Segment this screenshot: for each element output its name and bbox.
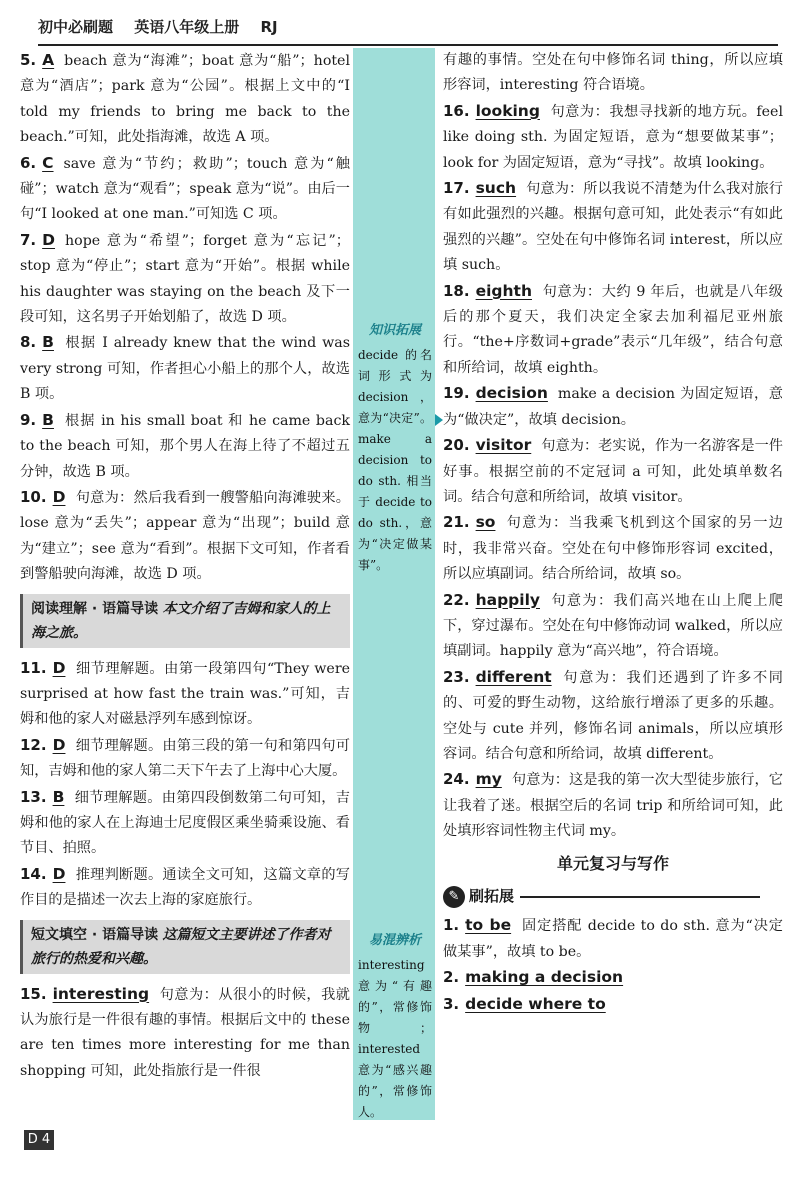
answer-item bbox=[443, 433, 783, 510]
explanation-text: 句意为：老实说，作为一名游客是一件好事。根据空前的不定冠词 a 可知，此处填单数名词。结合句意和所给词，故填 visitor。 bbox=[443, 438, 783, 505]
answer-item bbox=[20, 408, 350, 485]
note-title: 知识拓展 bbox=[368, 323, 421, 338]
answer-list-reading bbox=[20, 656, 350, 914]
confusion-note bbox=[358, 930, 432, 1123]
explanation-text: 细节理解题。由第四段倒数第二句可知，吉姆和他的家人在上海迪士尼度假区乘坐骑乘设施、看节目、拍照。 bbox=[20, 789, 350, 857]
answer-key: my bbox=[475, 770, 502, 789]
explanation-text: make a decision 为固定短语，意为“做决定”，故填 decision。 bbox=[443, 386, 783, 428]
answer-body bbox=[20, 408, 350, 485]
answer-item bbox=[443, 588, 783, 665]
question-number: 9. bbox=[20, 410, 37, 429]
answer-key: D bbox=[52, 487, 66, 506]
notes-sidebar bbox=[353, 48, 435, 1120]
answer-item bbox=[20, 862, 350, 914]
explanation-text: 固定搭配 decide to do sth. 意为“决定做某事”，故填 to be。 bbox=[443, 918, 783, 960]
section-summary: 本文介绍了吉姆和家人的上海之旅。 bbox=[31, 600, 331, 641]
answer-item bbox=[20, 656, 350, 733]
answer-list-cloze bbox=[20, 982, 350, 1085]
answer-key: making a decision bbox=[465, 968, 624, 987]
question-number: 19. bbox=[443, 384, 470, 403]
note-title: 易混辨析 bbox=[368, 933, 421, 948]
question-number: 17. bbox=[443, 179, 470, 198]
explanation-text: 句意为：从很小的时候，我就认为旅行是一件很有趣的事情。根据后文中的 these are ten times more interesting for me than shopping 可知，此处指旅行是一件很 bbox=[20, 986, 350, 1079]
continued-text: 有趣的事情。空处在句中修饰名词 thing，所以应填形容词，interesting 符合语境。 bbox=[443, 52, 783, 94]
answer-key: B bbox=[52, 787, 65, 806]
answer-body bbox=[20, 228, 350, 331]
question-number: 5. bbox=[20, 51, 37, 69]
answer-key: so bbox=[475, 513, 496, 532]
answer-body bbox=[443, 588, 783, 665]
question-number: 10. bbox=[20, 487, 47, 506]
pointer-arrow-icon bbox=[435, 414, 443, 426]
left-column bbox=[20, 48, 350, 1084]
question-number: 21. bbox=[443, 513, 470, 532]
section-cloze-banner bbox=[20, 920, 350, 974]
answer-key: such bbox=[475, 179, 517, 198]
knowledge-note bbox=[358, 320, 432, 576]
answer-body bbox=[443, 665, 783, 768]
explanation-text: beach 意为“海滩”；boat 意为“船”；hotel 意为“酒店”；park 意为“公园”。根据上文中的“I told my friends to bring me back to the beach.”可知，此处指海滩，故选 A 项。 bbox=[20, 53, 350, 146]
answer-item bbox=[443, 665, 783, 768]
answer-key: D bbox=[42, 230, 56, 249]
explanation-text: 句意为：大约 9 年后，也就是八年级后的那个夏天，我们决定全家去加利福尼亚州旅行。“the+序数词+grade”表示“几年级”，结合句意和所给词，故填 eighth。 bbox=[443, 283, 783, 376]
edition-code: RJ bbox=[260, 18, 278, 36]
answer-key: D bbox=[52, 735, 66, 754]
divider bbox=[520, 896, 760, 898]
explanation-text: 根据 I already knew that the wind was very strong 可知，作者担心小船上的那个人，故选 B 项。 bbox=[20, 335, 350, 403]
answer-body bbox=[443, 913, 783, 965]
answer-key: eighth bbox=[475, 281, 532, 300]
answer-item bbox=[20, 982, 350, 1085]
extension-badge bbox=[443, 884, 760, 909]
question-number: 13. bbox=[20, 787, 47, 806]
answer-item bbox=[443, 992, 783, 1018]
explanation-text: 细节理解题。由第一段第四句“They were surprised at how fast the train was.”可知，吉姆和他的家人对磁悬浮列车感到惊讶。 bbox=[20, 660, 350, 728]
answer-body bbox=[443, 433, 783, 510]
question-number: 15. bbox=[20, 984, 47, 1003]
answer-list-right bbox=[443, 99, 783, 845]
answer-key: D bbox=[52, 658, 66, 677]
explanation-text: hope 意为“希望”；forget 意为“忘记”；stop 意为“停止”；start 意为“开始”。根据 while his daughter was staying on the beach 及下一段可知，这名男子开始划船了，故选 D 项。 bbox=[20, 232, 350, 326]
answer-key: happily bbox=[475, 590, 540, 609]
answer-body bbox=[20, 982, 350, 1085]
explanation-text: 句意为：所以我说不清楚为什么我对旅行有如此强烈的兴趣。根据句意可知，此处表示“有如此强烈的兴趣”。空处在句中修饰名词 interest，所以应填 such。 bbox=[443, 181, 783, 274]
question-number: 2. bbox=[443, 968, 460, 987]
answer-key: C bbox=[42, 153, 54, 172]
explanation-text: 句意为：然后我看到一艘警船向海滩驶来。lose 意为“丢失”；appear 意为“出现”；build 意为“建立”；see 意为“看到”。根据下文可知，作者看到警船驶向海滩，故选 D 项。 bbox=[20, 489, 350, 583]
question-number: 11. bbox=[20, 658, 47, 677]
answer-key: visitor bbox=[475, 436, 532, 455]
answer-body bbox=[443, 965, 783, 991]
answer-list-left bbox=[20, 48, 350, 588]
section-title: 阅读理解 · 语篇导读 bbox=[31, 600, 159, 617]
badge-label: 刷拓展 bbox=[469, 887, 515, 905]
answer-body bbox=[443, 992, 783, 1018]
note-text: decide 的名词形式为 decision，意为“决定”。make a decision to do sth. 相当于 decide to do sth.，意为“决定做某事”。 bbox=[358, 348, 432, 572]
answer-item bbox=[20, 330, 350, 407]
page-number: D 4 bbox=[24, 1130, 54, 1150]
question-number: 18. bbox=[443, 281, 470, 300]
section-summary: 这篇短文主要讲述了作者对旅行的热爱和兴趣。 bbox=[31, 926, 331, 967]
answer-item bbox=[443, 279, 783, 382]
question-number: 8. bbox=[20, 333, 37, 352]
explanation-text: save 意为“节约；救助”；touch 意为“触碰”；watch 意为“观看”；speak 意为“说”。由后一句“I looked at one man.”可知选 C 项。 bbox=[20, 155, 350, 223]
explanation-text: 句意为：这是我的第一次大型徒步旅行，它让我着了迷。根据空后的名词 trip 和所给词可知，此处填形容词性物主代词 my。 bbox=[443, 772, 783, 840]
answer-body bbox=[20, 785, 350, 862]
pen-icon: ✎ bbox=[443, 886, 465, 908]
answer-key: B bbox=[42, 410, 54, 429]
answer-key: interesting bbox=[52, 984, 150, 1003]
answer-key: different bbox=[475, 667, 552, 686]
series-name: 初中必刷题 bbox=[38, 18, 114, 36]
answer-body bbox=[443, 381, 783, 433]
question-number: 23. bbox=[443, 667, 470, 686]
answer-body bbox=[443, 510, 783, 587]
answer-item bbox=[443, 381, 783, 433]
question-number: 7. bbox=[20, 230, 37, 249]
page-header bbox=[38, 10, 778, 46]
answer-body bbox=[20, 48, 350, 151]
answer-body bbox=[20, 151, 350, 228]
answer-item bbox=[443, 913, 783, 965]
answer-body bbox=[443, 176, 783, 279]
answer-item bbox=[20, 733, 350, 785]
answer-item bbox=[20, 485, 350, 588]
right-column bbox=[443, 48, 783, 1018]
question-number: 22. bbox=[443, 590, 470, 609]
question-number: 1. bbox=[443, 916, 460, 935]
answer-body bbox=[20, 485, 350, 588]
answer-key: decision bbox=[475, 384, 548, 403]
answer-item bbox=[20, 785, 350, 862]
answer-key: decide where to bbox=[465, 994, 606, 1013]
explanation-text: 根据 in his small boat 和 he came back to the beach 可知，那个男人在海上待了不超过五分钟，故选 B 项。 bbox=[20, 412, 350, 480]
explanation-text: 细节理解题。由第三段的第一句和第四句可知，吉姆和他的家人第二天下午去了上海中心大厦。 bbox=[20, 737, 350, 780]
answer-item bbox=[443, 965, 783, 991]
unit-title: 单元复习与写作 bbox=[556, 853, 669, 873]
question-number: 6. bbox=[20, 153, 37, 172]
question-number: 20. bbox=[443, 436, 470, 455]
question-number: 12. bbox=[20, 735, 47, 754]
answer-item bbox=[443, 99, 783, 176]
answer-body bbox=[443, 279, 783, 382]
note-text: interesting 意为“有趣的”，常修饰物；interested 意为“感兴趣的”，常修饰人。 bbox=[358, 958, 432, 1119]
question-number: 16. bbox=[443, 101, 470, 120]
explanation-text: 推理判断题。通读全文可知，这篇文章的写作目的是描述一次去上海的家庭旅行。 bbox=[20, 866, 350, 909]
question-number: 24. bbox=[443, 770, 470, 789]
question-number: 14. bbox=[20, 864, 47, 883]
book-name: 英语八年级上册 bbox=[134, 18, 240, 36]
section-title: 短文填空 · 语篇导读 bbox=[31, 926, 159, 943]
explanation-text: 句意为：我们还遇到了许多不同的、可爱的野生动物，这给旅行增添了更多的乐趣。空处与 cute 并列，修饰名词 animals，所以应填形容词。结合句意和所给词，故填 different。 bbox=[443, 669, 783, 762]
explanation-text: 句意为：我想寻找新的地方玩。feel like doing sth. 为固定短语，意为“想要做某事”；look for 为固定短语，意为“寻找”。故填 looking。 bbox=[443, 103, 783, 171]
answer-key: A bbox=[42, 51, 55, 69]
answer-key: D bbox=[52, 864, 66, 883]
answer-item bbox=[443, 510, 783, 587]
explanation-text: 句意为：我们高兴地在山上爬上爬下，穿过瀑布。空处在句中修饰动词 walked，所以应填副词。happily 意为“高兴地”，符合语境。 bbox=[443, 592, 783, 660]
answer-body bbox=[443, 99, 783, 176]
question-number: 3. bbox=[443, 994, 460, 1013]
explanation-text: 句意为：当我乘飞机到这个国家的另一边时，我非常兴奋。空处在句中修饰形容词 excited，所以应填副词。结合所给词，故填 so。 bbox=[443, 515, 783, 583]
answer-item bbox=[20, 48, 350, 151]
answer-body bbox=[20, 733, 350, 785]
answer-body bbox=[20, 330, 350, 407]
answer-item bbox=[20, 228, 350, 331]
section-reading-banner bbox=[20, 594, 350, 648]
answer-item bbox=[443, 176, 783, 279]
answer-item bbox=[20, 151, 350, 228]
answer-body bbox=[20, 862, 350, 914]
answer-list-extension bbox=[443, 913, 783, 1018]
answer-body bbox=[20, 656, 350, 733]
answer-key: looking bbox=[475, 101, 540, 120]
answer-key: B bbox=[42, 333, 54, 352]
answer-item bbox=[443, 767, 783, 844]
answer-key: to be bbox=[465, 916, 512, 935]
answer-body bbox=[443, 767, 783, 844]
